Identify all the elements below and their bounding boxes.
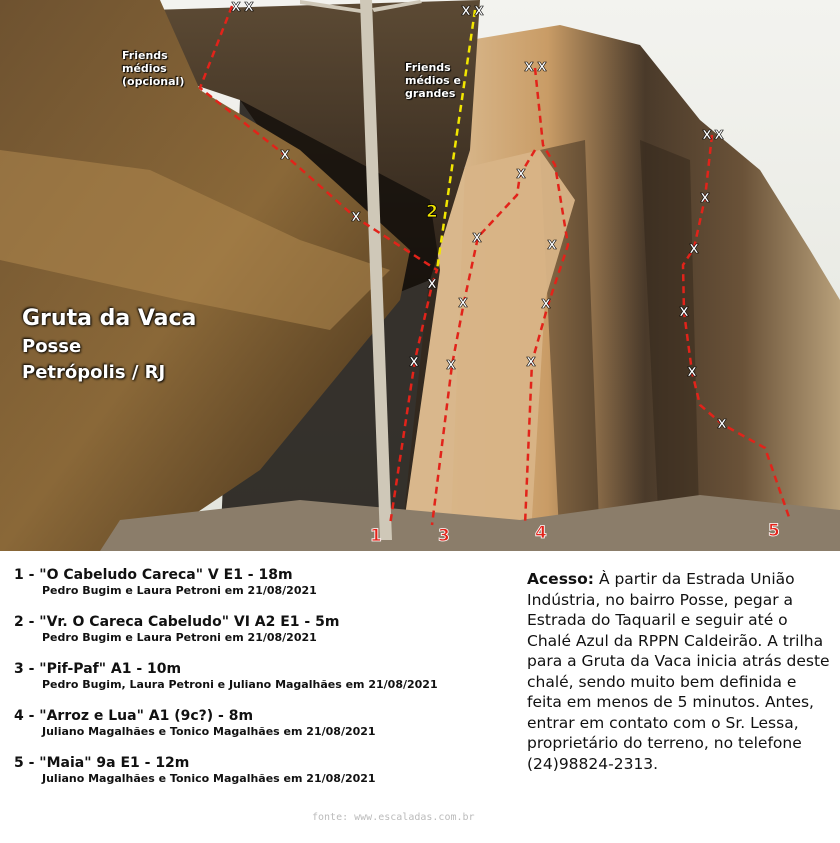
route-entry bbox=[14, 566, 514, 598]
bolt-mark: X bbox=[474, 4, 484, 18]
bolt-mark: X bbox=[244, 0, 254, 14]
route-number-4: 4 bbox=[535, 523, 547, 543]
crag-place: Posse bbox=[22, 336, 82, 357]
bolt-mark: X bbox=[717, 417, 727, 431]
bolt-mark: X bbox=[702, 128, 712, 142]
bolt-mark: X bbox=[427, 277, 437, 291]
route-entry bbox=[14, 754, 514, 786]
access-label: Acesso: bbox=[527, 570, 594, 588]
route-title: 4 - "Arroz e Lua" A1 (9c?) - 8m bbox=[14, 708, 254, 724]
bolt-mark: X bbox=[524, 60, 534, 74]
annotation-line: (opcional) bbox=[122, 75, 185, 88]
annotation-line: grandes bbox=[405, 87, 456, 100]
route-title: 2 - "Vr. O Careca Cabeludo" VI A2 E1 - 5m bbox=[14, 614, 340, 630]
route-authors: Juliano Magalhães e Tonico Magalhães em 21/08/2021 bbox=[42, 725, 376, 738]
annotation-line: médios e bbox=[405, 74, 461, 87]
bolt-mark: X bbox=[458, 296, 468, 310]
route-number-2: 2 bbox=[426, 202, 438, 222]
bolt-mark: X bbox=[541, 297, 551, 311]
bolt-mark: X bbox=[537, 60, 547, 74]
bolt-mark: X bbox=[351, 210, 361, 224]
route-number-1: 1 bbox=[370, 526, 382, 546]
bolt-mark: X bbox=[280, 148, 290, 162]
route-authors: Pedro Bugim, Laura Petroni e Juliano Magalhães em 21/08/2021 bbox=[42, 678, 438, 691]
bolt-mark: X bbox=[526, 355, 536, 369]
route-title: 5 - "Maia" 9a E1 - 12m bbox=[14, 755, 190, 771]
annotation-line: médios bbox=[122, 62, 167, 75]
access-text: À partir da Estrada União Indústria, no bairro Posse, pegar a Estrada do Taquaril e seguir até o Chalé Azul da RPPN Caldeirão. A trilha para a Gruta da Vaca inicia atrás deste chalé, sendo muito bem definida e feita em menos de 5 minutos. Antes, entrar em contato com o Sr. Lessa, proprietário do terreno, no telefone (24)98824-2313. bbox=[527, 570, 830, 773]
access-info bbox=[527, 569, 832, 774]
route-title: 1 - "O Cabeludo Careca" V E1 - 18m bbox=[14, 567, 293, 583]
route-title: 3 - "Pif-Paf" A1 - 10m bbox=[14, 661, 182, 677]
crag-title: Gruta da Vaca bbox=[22, 306, 197, 331]
bolt-mark: X bbox=[679, 305, 689, 319]
bolt-mark: X bbox=[461, 4, 471, 18]
route-number-3: 3 bbox=[438, 526, 450, 546]
route-number-5: 5 bbox=[768, 521, 780, 541]
route-entry bbox=[14, 707, 514, 739]
bolt-mark: X bbox=[409, 355, 419, 369]
bolt-mark: X bbox=[714, 128, 724, 142]
route-authors: Pedro Bugim e Laura Petroni em 21/08/2021 bbox=[42, 584, 317, 597]
annotation-line: Friends bbox=[122, 49, 168, 62]
annotation-friends-optional bbox=[122, 49, 184, 88]
bolt-mark: X bbox=[689, 242, 699, 256]
bolt-mark: X bbox=[446, 358, 456, 372]
bolt-mark: X bbox=[231, 0, 241, 14]
route-entry bbox=[14, 660, 514, 692]
annotation-line: Friends bbox=[405, 61, 451, 74]
route-authors: Pedro Bugim e Laura Petroni em 21/08/2021 bbox=[42, 631, 317, 644]
bolt-mark: X bbox=[547, 238, 557, 252]
bolt-mark: X bbox=[516, 167, 526, 181]
crag-city: Petrópolis / RJ bbox=[22, 362, 166, 383]
route-entry bbox=[14, 613, 514, 645]
source-credit: fonte: www.escaladas.com.br bbox=[312, 812, 475, 823]
bolt-mark: X bbox=[700, 191, 710, 205]
annotation-friends-large bbox=[405, 61, 461, 100]
route-list bbox=[14, 566, 514, 801]
route-authors: Juliano Magalhães e Tonico Magalhães em 21/08/2021 bbox=[42, 772, 376, 785]
bolt-mark: X bbox=[472, 231, 482, 245]
bolt-mark: X bbox=[687, 365, 697, 379]
